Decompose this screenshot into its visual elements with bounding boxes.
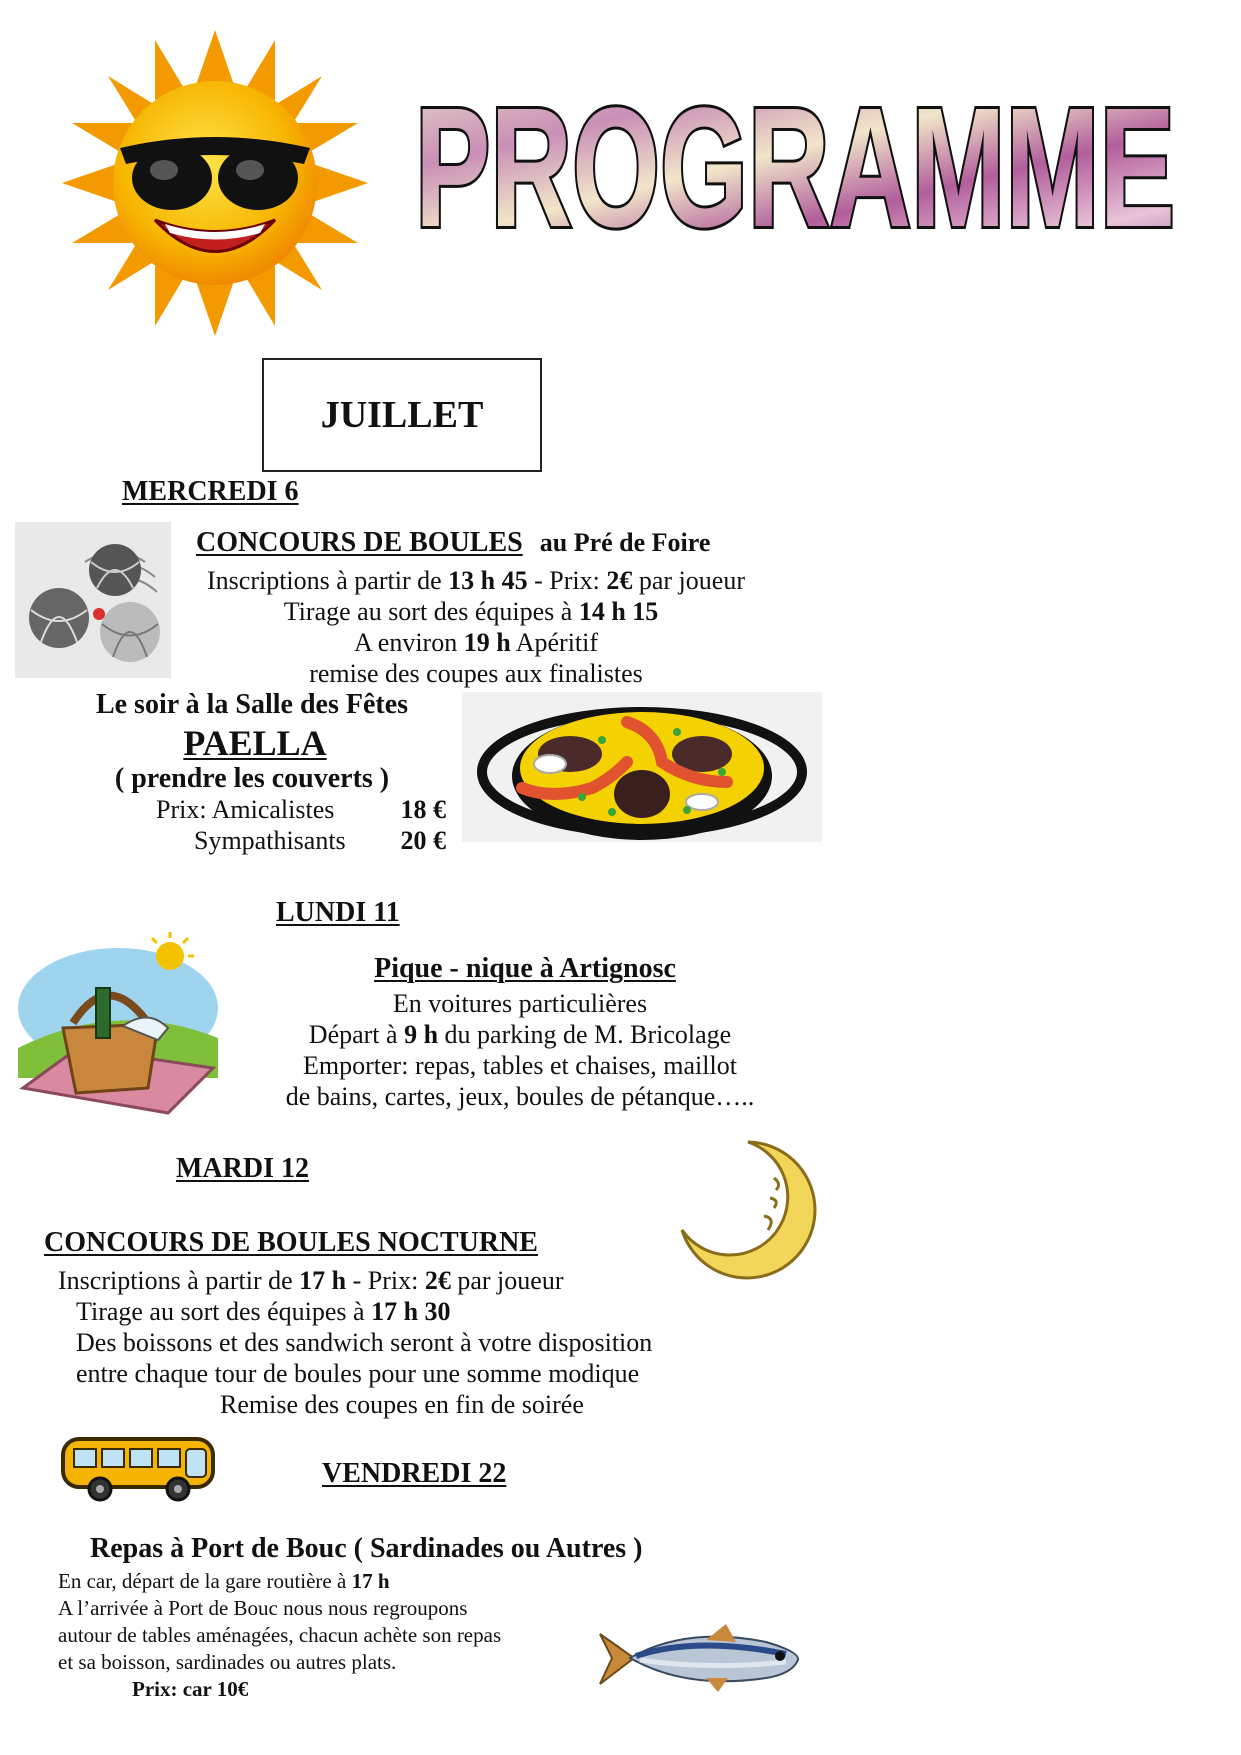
arrivee-line-1: A l’arrivée à Port de Bouc nous nous regroupons (58, 1596, 468, 1620)
emporter-line-2: de bains, cartes, jeux, boules de pétanque….. (285, 1082, 755, 1111)
sun-with-sunglasses-icon (60, 28, 370, 338)
event-details-mercredi (160, 565, 792, 689)
prix-line: Prix: car 10€ (132, 1677, 249, 1701)
title-text: PROGRAMME (415, 73, 1175, 263)
dish-title: PAELLA (183, 723, 327, 763)
event-title-line (196, 527, 710, 559)
event-location: au Pré de Foire (539, 528, 711, 557)
event-title-picnic: Pique - nique à Artignosc (374, 953, 676, 984)
arrivee-line-2: autour de tables aménagées, chacun achète son repas (58, 1623, 502, 1647)
boissons-line-2: entre chaque tour de boules pour une somme modique (76, 1359, 640, 1388)
event-title-concours: CONCOURS DE BOULES (196, 527, 523, 558)
transport-line: En voitures particulières (392, 989, 648, 1018)
crescent-moon-icon (678, 1138, 818, 1280)
sardine-fish-icon (596, 1620, 802, 1696)
month-label: JUILLET (320, 394, 484, 436)
page-title (405, 56, 1185, 266)
picnic-basket-icon (18, 928, 218, 1118)
event-details-mardi (58, 1265, 652, 1420)
dish-note: ( prendre les couverts ) (114, 763, 390, 794)
event-title-nocturne: CONCOURS DE BOULES NOCTURNE (44, 1227, 538, 1258)
evening-intro: Le soir à la Salle des Fêtes (95, 689, 409, 720)
price-list (156, 794, 446, 856)
aperitif-line: A environ 19 h Apéritif (353, 628, 599, 657)
depart-line: Départ à 9 h du parking de M. Bricolage (308, 1020, 732, 1049)
tirage-line: Tirage au sort des équipes à 14 h 15 (283, 597, 659, 626)
event-title-repas: Repas à Port de Bouc ( Sardinades ou Autres ) (90, 1533, 643, 1564)
emporter-line-1: Emporter: repas, tables et chaises, maillot (303, 1051, 737, 1080)
price-row-sympathisants: Sympathisants 20 € (194, 826, 446, 855)
inscriptions-line: Inscriptions à partir de 17 h - Prix: 2€ par joueur (58, 1266, 564, 1295)
remise-line: Remise des coupes en fin de soirée (220, 1390, 584, 1419)
event-details-lundi (250, 988, 790, 1112)
price-row-amicalistes: Prix: Amicalistes 18 € (156, 795, 446, 824)
day-heading-vendredi: VENDREDI 22 (322, 1458, 507, 1489)
paella-pan-icon (462, 692, 822, 842)
day-heading-lundi: LUNDI 11 (276, 897, 400, 928)
month-box (262, 358, 542, 472)
day-heading-mercredi: MERCREDI 6 (122, 476, 299, 507)
event-details-vendredi (58, 1568, 501, 1703)
day-heading-mardi: MARDI 12 (176, 1153, 309, 1184)
remise-line: remise des coupes aux finalistes (309, 659, 643, 688)
inscriptions-line: Inscriptions à partir de 13 h 45 - Prix: 2€ par joueur (207, 566, 745, 595)
arrivee-line-3: et sa boisson, sardinades ou autres plats. (58, 1650, 397, 1674)
boissons-line-1: Des boissons et des sandwich seront à votre disposition (76, 1328, 653, 1357)
tirage-line: Tirage au sort des équipes à 17 h 30 (76, 1297, 451, 1326)
bus-icon (60, 1435, 218, 1503)
car-line: En car, départ de la gare routière à 17 h (58, 1569, 390, 1593)
petanque-boules-icon (15, 522, 171, 678)
